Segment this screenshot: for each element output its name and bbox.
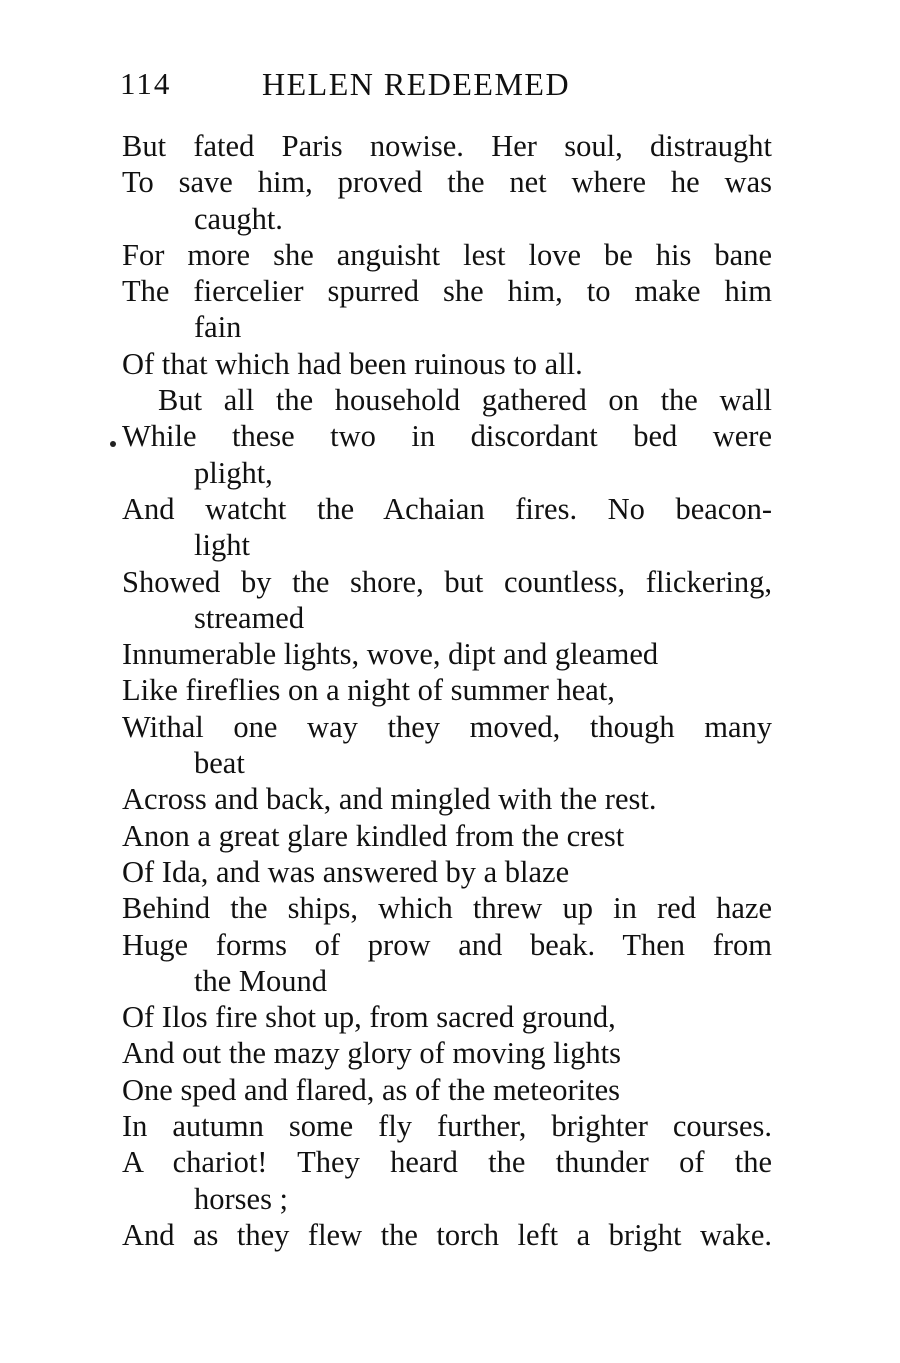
poem-line-turnover: beat: [194, 746, 245, 781]
poem-line-turnover: light: [194, 528, 250, 563]
poem-paragraph-start: But all the household gathered on the wall: [158, 383, 772, 418]
poem-line: Huge forms of prow and beak. Then from: [122, 927, 772, 962]
poem-line-turnover: horses ;: [194, 1181, 289, 1216]
poem-line: Showed by the shore, but countless, flickering,: [122, 564, 772, 599]
poem-line: And out the mazy glory of moving lights: [122, 1036, 621, 1071]
poem-line-turnover: plight,: [194, 455, 273, 490]
poem-line-turnover: the Mound: [194, 963, 328, 998]
poem-line: Like fireflies on a night of summer heat,: [122, 673, 615, 708]
poem-text: [122, 128, 772, 1253]
poem-line: Of Ilos fire shot up, from sacred ground,: [122, 1000, 616, 1035]
poem-line: And watcht the Achaian fires. No beacon-: [122, 491, 772, 526]
poem-line: Of that which had been ruinous to all.: [122, 346, 583, 381]
poem-line: Withal one way they moved, though many: [122, 709, 772, 744]
poem-line: To save him, proved the net where he was: [122, 165, 772, 200]
poem-line: The fiercelier spurred she him, to make him: [122, 274, 772, 309]
poem-line: Behind the ships, which threw up in red haze: [122, 891, 772, 926]
poem-line: For more she anguisht lest love be his bane: [122, 237, 772, 272]
poem-line: In autumn some fly further, brighter courses.: [122, 1109, 772, 1144]
poem-line: One sped and flared, as of the meteorites: [122, 1072, 620, 1107]
stray-print-mark: [110, 441, 116, 447]
poem-line-marked: [122, 418, 772, 454]
poem-line: But fated Paris nowise. Her soul, distraught: [122, 129, 772, 163]
poem-line-turnover: caught.: [194, 201, 283, 236]
running-title: HELEN REDEEMED: [262, 66, 571, 102]
page-number: 114: [120, 66, 172, 101]
poem-line: Innumerable lights, wove, dipt and gleamed: [122, 637, 659, 672]
poem-line: Of Ida, and was answered by a blaze: [122, 854, 570, 889]
poem-line: A chariot! They heard the thunder of the: [122, 1145, 772, 1180]
poem-line-text: While these two in discordant bed were: [122, 419, 772, 454]
poem-line-turnover: fain: [194, 310, 242, 345]
poem-line-turnover: streamed: [194, 600, 305, 635]
poem-line: Anon a great glare kindled from the crest: [122, 818, 625, 853]
poem-line: Across and back, and mingled with the rest.: [122, 782, 657, 817]
poem-line: And as they flew the torch left a bright wake.: [122, 1217, 772, 1252]
